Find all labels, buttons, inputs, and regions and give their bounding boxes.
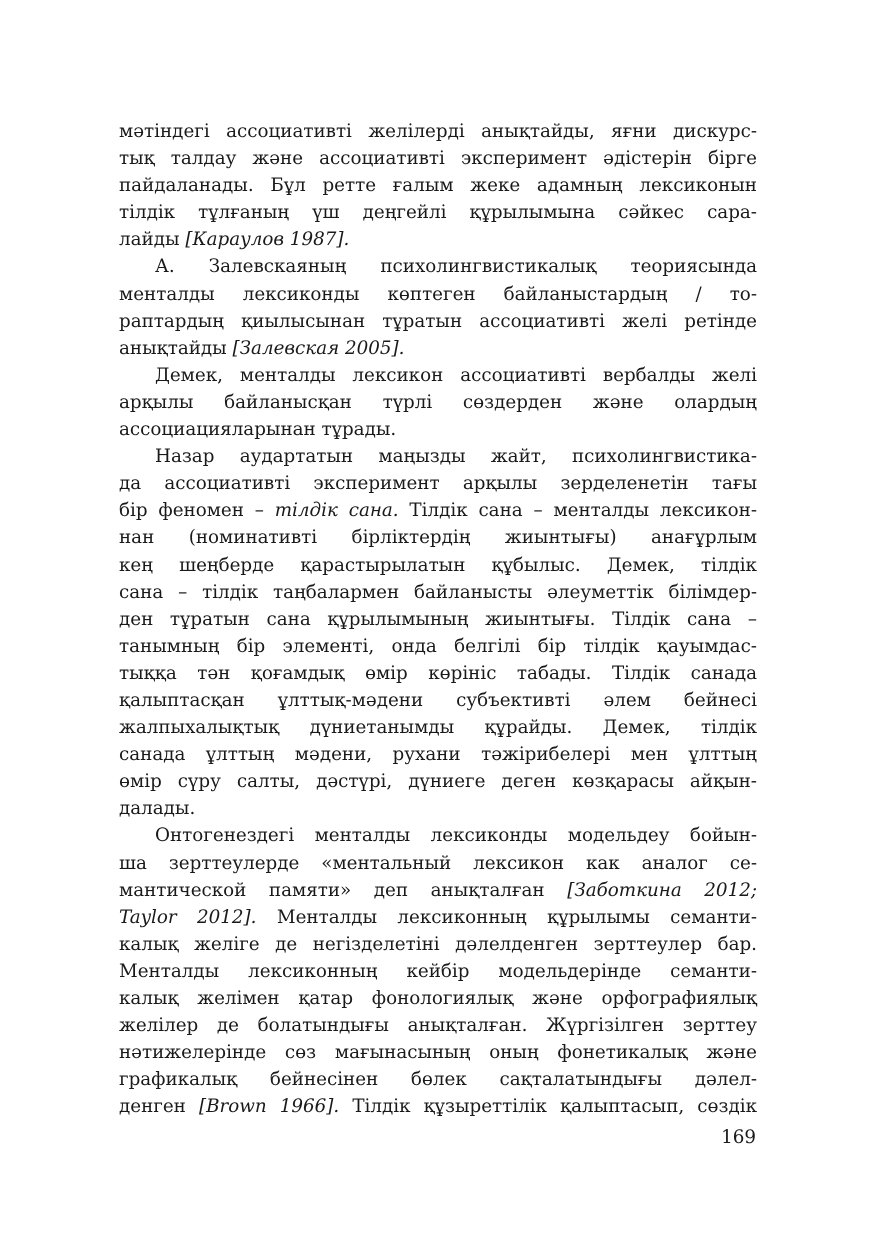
- text-segment: бір феномен –: [119, 500, 275, 522]
- text-segment: да ассоциативті эксперимент арқылы зерделенетін тағы: [119, 473, 757, 495]
- text-line: [119, 118, 757, 145]
- text-segment: кең шеңберде қарастырылатын құбылыс. Демек, тілдік: [119, 554, 757, 576]
- text-segment: желілер де болатындығы анықталған. Жүргізілген зерттеу: [119, 1015, 757, 1037]
- text-line: [119, 958, 757, 985]
- text-segment: графикалық бейнесінен бөлек сақталатындығы дәлел-: [119, 1069, 757, 1091]
- text-line: [119, 985, 757, 1012]
- italic-citation: [Залевская 2005].: [232, 337, 405, 359]
- paragraph: [119, 118, 757, 253]
- text-line: [119, 795, 757, 822]
- text-segment: Назар аудартатын маңызды жайт, психолингвистика-: [155, 446, 757, 468]
- text-segment: арқылы байланысқан түрлі сөздерден және олардың: [119, 391, 757, 413]
- paragraph: [119, 253, 757, 361]
- text-line: [119, 443, 757, 470]
- text-line: [119, 253, 757, 280]
- text-line: [119, 904, 757, 931]
- paragraph: [119, 443, 757, 822]
- text-line: [119, 579, 757, 606]
- text-segment: далады.: [119, 798, 196, 820]
- text-line: [119, 660, 757, 687]
- text-segment: мәтіндегі ассоциативті желілерді анықтайды, яғни дискурс-: [119, 121, 757, 142]
- text-segment: лайды: [119, 229, 186, 251]
- text-line: [119, 335, 757, 362]
- italic-citation: тілдік сана.: [274, 500, 399, 522]
- text-line: [119, 822, 757, 849]
- text-segment: тық талдау және ассоциативті эксперимент әдістерін бірге: [119, 148, 757, 170]
- text-line: [119, 199, 757, 226]
- text-segment: Менталды лексиконның құрылымы семанти-: [256, 906, 757, 928]
- text-segment: танымның бір элементі, онда белгілі бір тілдік қауымдас-: [119, 635, 757, 657]
- text-line: [119, 145, 757, 172]
- text-segment: раптардың қиылысынан тұратын ассоциативті желі ретінде: [119, 310, 757, 332]
- text-segment: менталды лексиконды көптеген байланыстардың / то-: [119, 283, 757, 305]
- italic-citation: [Караулов 1987].: [185, 229, 350, 251]
- text-line: [119, 226, 757, 253]
- paragraph: [119, 822, 757, 1120]
- text-line: [119, 308, 757, 335]
- text-segment: тыққа тән қоғамдық өмір көрініс табады. Тілдік санада: [119, 662, 757, 684]
- text-segment: ден тұратын сана құрылымының жиынтығы. Тілдік сана –: [119, 608, 757, 630]
- text-line: [119, 931, 757, 958]
- text-line: [119, 524, 757, 551]
- text-segment: денген: [119, 1096, 199, 1118]
- text-segment: тілдік тұлғаның үш деңгейлі құрылымына сәйкес сара-: [119, 202, 757, 224]
- text-line: [119, 470, 757, 497]
- text-line: [119, 1093, 757, 1120]
- text-line: [119, 714, 757, 741]
- text-segment: қалыптасқан ұлттық-мәдени субъективті әлем бейнесі: [119, 689, 757, 711]
- text-segment: сана – тілдік таңбалармен байланысты әлеуметтік білімдер-: [119, 581, 757, 603]
- text-line: [119, 362, 757, 389]
- text-line: [119, 606, 757, 633]
- text-line: [119, 877, 757, 904]
- italic-citation: Taylor 2012].: [119, 906, 257, 928]
- text-line: [119, 416, 757, 443]
- text-line: [119, 389, 757, 416]
- text-segment: нәтижелерінде сөз мағынасының оның фонетикалық және: [119, 1042, 757, 1064]
- text-line: [119, 552, 757, 579]
- text-segment: калық желімен қатар фонологиялық және орфографиялық: [119, 988, 757, 1009]
- text-segment: Тілдік сана – менталды лексикон-: [398, 500, 757, 522]
- text-segment: А. Залевскаяның психолингвистикалық теориясында: [155, 256, 757, 278]
- text-segment: ша зерттеулерде «ментальный лексикон как аналог се-: [119, 852, 757, 874]
- text-segment: мантической памяти» деп анықталған: [119, 879, 568, 901]
- text-line: [119, 1039, 757, 1066]
- text-line: [119, 768, 757, 795]
- italic-citation: [Brown 1966].: [198, 1096, 340, 1118]
- text-segment: Тілдік құзыреттілік қалыптасып, сөздік: [339, 1096, 758, 1118]
- text-line: [119, 1012, 757, 1039]
- text-segment: Менталды лексиконның кейбір модельдерінде семанти-: [119, 960, 757, 982]
- text-segment: Онтогенездегі менталды лексиконды модельдеу бойын-: [155, 825, 757, 847]
- text-line: [119, 172, 757, 199]
- text-segment: санада ұлттың мәдени, рухани тәжірибелері мен ұлттың: [119, 744, 757, 766]
- text-line: [119, 497, 757, 524]
- text-segment: ассоциацияларынан тұрады.: [119, 419, 397, 441]
- text-line: [119, 281, 757, 308]
- text-line: [119, 741, 757, 768]
- text-line: [119, 633, 757, 660]
- page-number: 169: [721, 1127, 756, 1148]
- text-line: [119, 1066, 757, 1093]
- text-segment: өмір сүру салты, дәстүрі, дүниеге деген көзқарасы айқын-: [119, 771, 757, 793]
- italic-citation: [Заботкина 2012;: [567, 879, 757, 901]
- text-line: [119, 687, 757, 714]
- text-segment: калық желіге де негізделетіні дәлелденген зерттеулер бар.: [119, 933, 757, 955]
- text-line: [119, 850, 757, 877]
- paragraph: [119, 362, 757, 443]
- text-segment: анықтайды: [119, 337, 233, 359]
- text-segment: нан (номинативті бірліктердің жиынтығы) анағұрлым: [119, 527, 757, 549]
- page-body: [119, 118, 757, 1120]
- text-segment: жалпыхалықтық дүниетанымды құрайды. Демек, тілдік: [119, 717, 757, 739]
- text-segment: Демек, менталды лексикон ассоциативті вербалды желі: [155, 364, 757, 386]
- text-segment: пайдаланады. Бұл ретте ғалым жеке адамның лексиконын: [119, 175, 757, 197]
